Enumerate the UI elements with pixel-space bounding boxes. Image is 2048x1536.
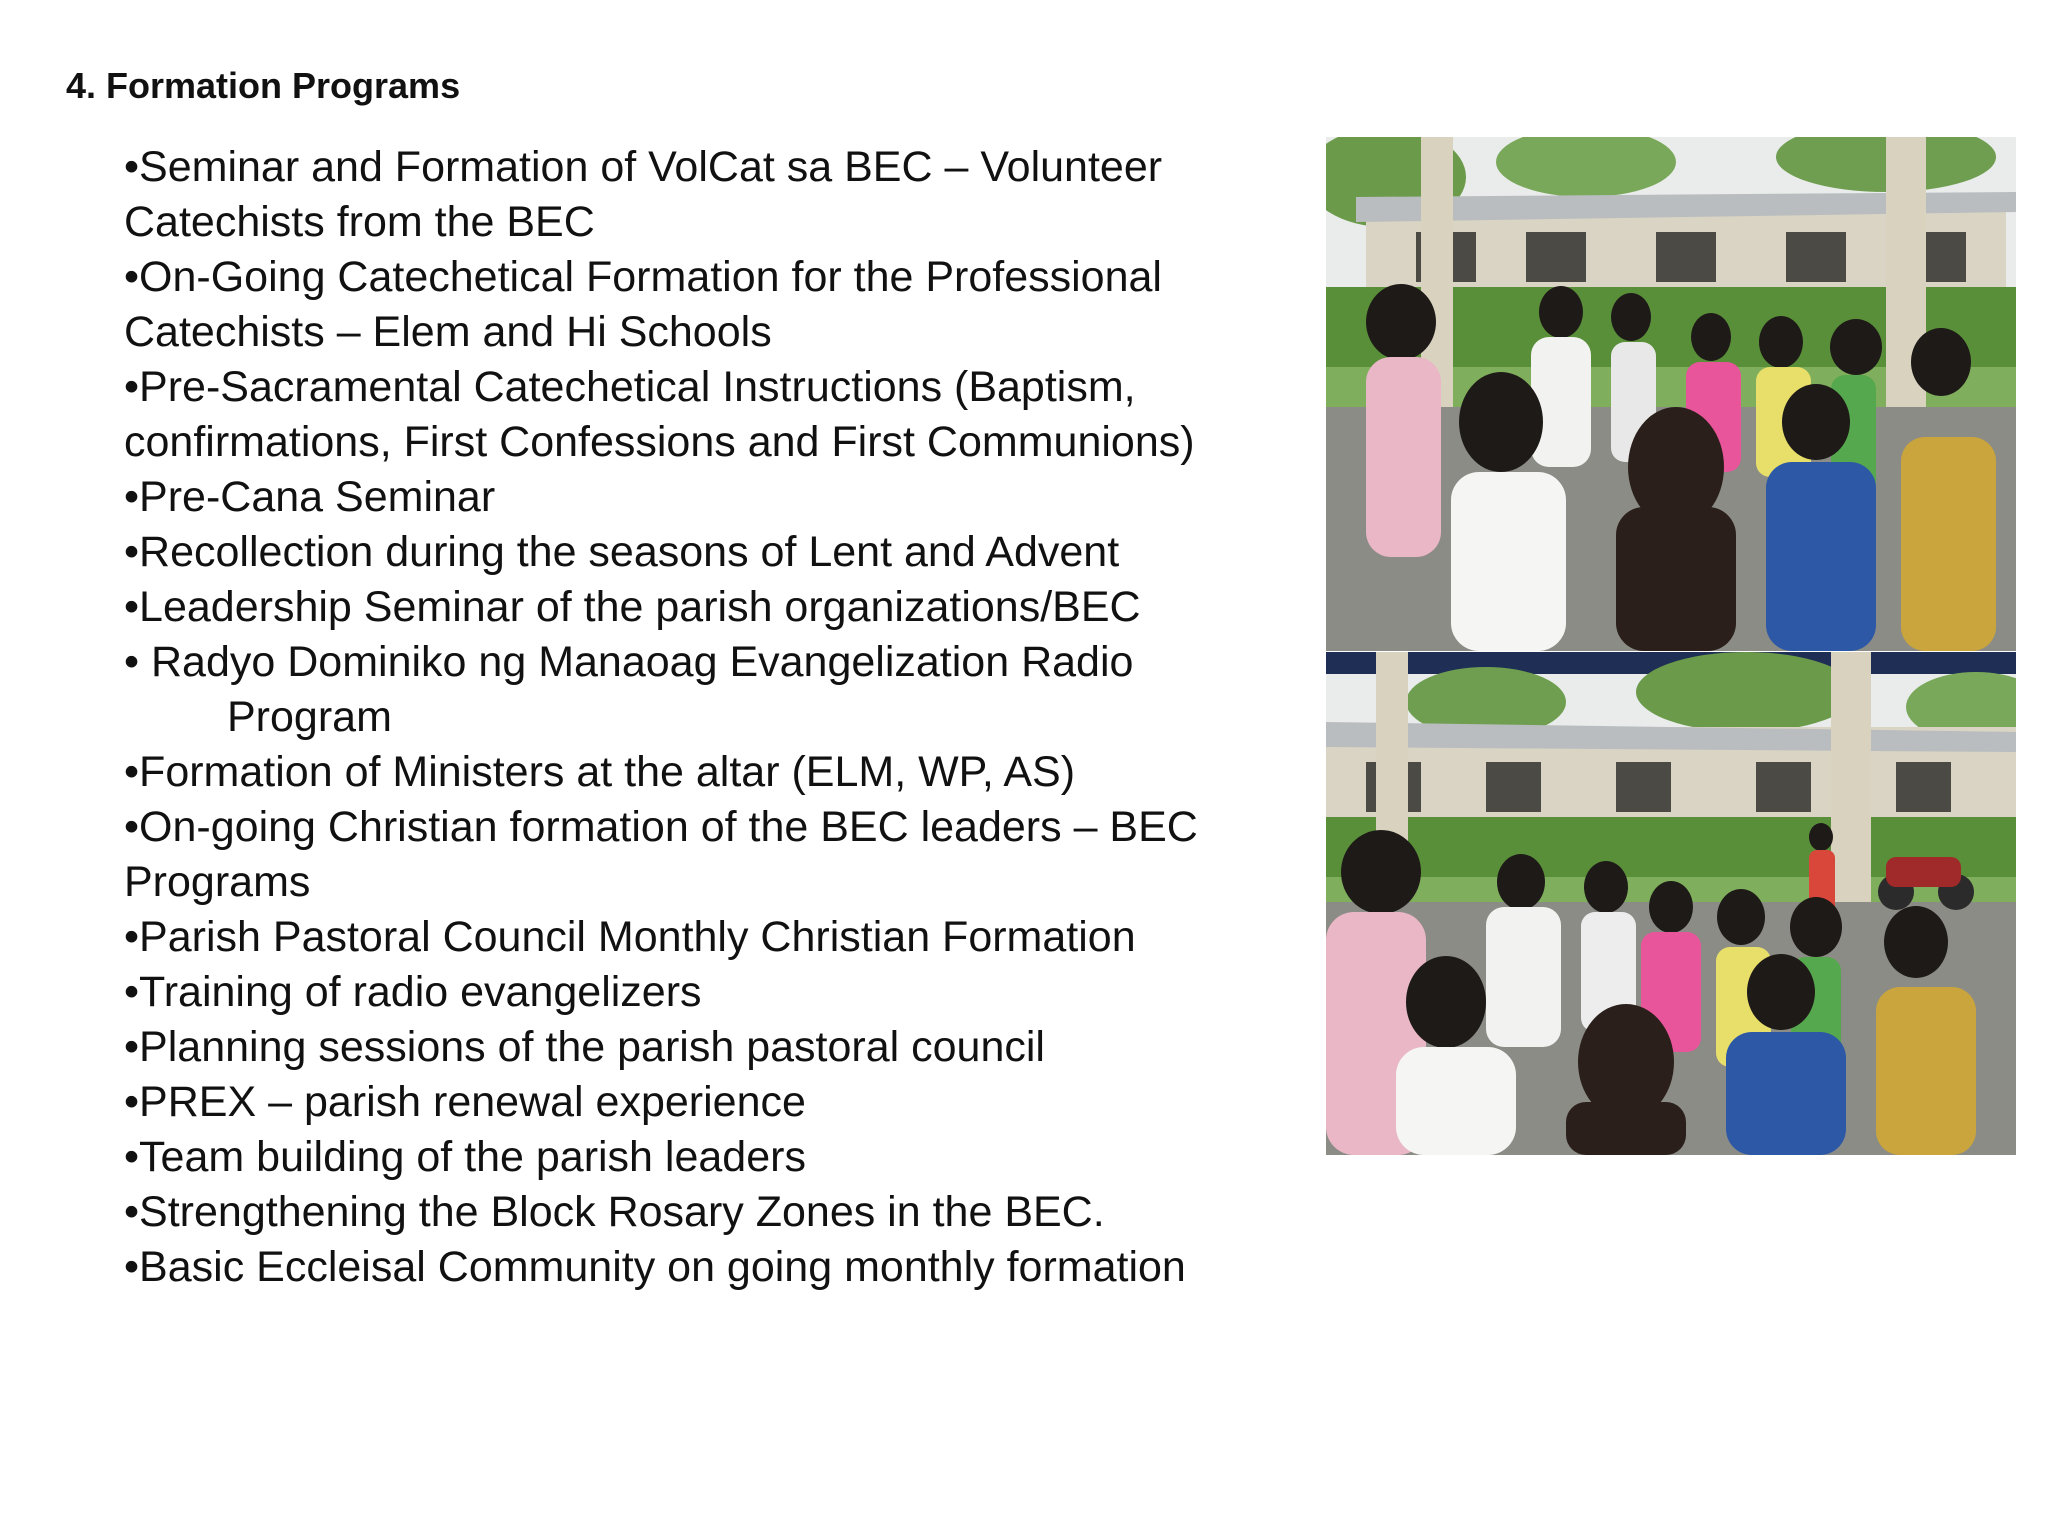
list-item: •Pre-Cana Seminar — [124, 473, 496, 521]
photo-children-circle — [1326, 137, 2016, 651]
photo-children-praying — [1326, 652, 2016, 1155]
list-item: •Pre-Sacramental Catechetical Instructions (Baptism, confirmations, First Confessions and First Communions) — [124, 363, 1195, 466]
list-item: •On-Going Catechetical Formation for the Professional Catechists – Elem and Hi Schools — [124, 253, 1162, 356]
list-item: •Basic Eccleisal Community on going monthly formation — [124, 1243, 1186, 1291]
list-item: •Strengthening the Block Rosary Zones in the BEC. — [124, 1188, 1105, 1236]
list-item: •Seminar and Formation of VolCat sa BEC – Volunteer Catechists from the BEC — [124, 143, 1163, 246]
list-item-continuation — [124, 690, 1254, 745]
program-list — [124, 140, 1254, 1295]
list-item: •Formation of Ministers at the altar (ELM, WP, AS) — [124, 748, 1076, 796]
list-item: •PREX – parish renewal experience — [124, 1078, 806, 1126]
photo-children-circle-image — [1326, 137, 2016, 651]
list-item: •Team building of the parish leaders — [124, 1133, 806, 1181]
list-item: •On-going Christian formation of the BEC leaders – BEC Programs — [124, 803, 1198, 906]
list-item-indent-text: Program — [227, 693, 392, 741]
photo-children-praying-image — [1326, 652, 2016, 1155]
list-item: •Leadership Seminar of the parish organizations/BEC — [124, 583, 1141, 631]
list-item: •Training of radio evangelizers — [124, 968, 702, 1016]
list-item: •Planning sessions of the parish pastoral council — [124, 1023, 1045, 1071]
list-item: • Radyo Dominiko ng Manaoag Evangelization Radio — [124, 638, 1134, 686]
section-heading: 4. Formation Programs — [66, 65, 461, 106]
list-item: •Recollection during the seasons of Lent and Advent — [124, 528, 1120, 576]
list-item: •Parish Pastoral Council Monthly Christian Formation — [124, 913, 1136, 961]
